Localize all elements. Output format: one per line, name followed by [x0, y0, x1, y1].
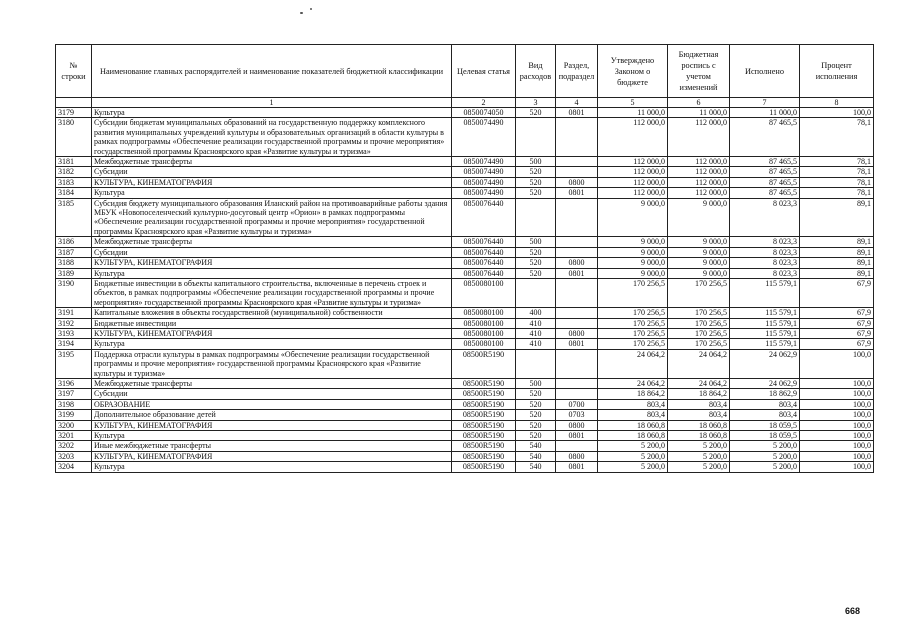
row-budget-list: 24 064,2 [668, 349, 730, 378]
row-number: 3203 [56, 451, 92, 461]
row-section: 0800 [556, 177, 598, 187]
row-section: 0801 [556, 108, 598, 118]
header-row-no: № строки [56, 45, 92, 98]
row-section: 0800 [556, 258, 598, 268]
row-executed: 115 579,1 [730, 328, 800, 338]
row-expense-type: 520 [516, 167, 556, 177]
row-executed: 8 023,3 [730, 198, 800, 237]
row-executed: 803,4 [730, 399, 800, 409]
row-approved: 112 000,0 [598, 188, 668, 198]
row-approved: 803,4 [598, 399, 668, 409]
row-target-article: 0850080100 [452, 339, 516, 349]
table-row [56, 237, 874, 247]
row-section [556, 118, 598, 157]
row-section [556, 247, 598, 257]
table-row [56, 420, 874, 430]
row-number: 3202 [56, 441, 92, 451]
column-number-row [56, 98, 874, 108]
row-number: 3187 [56, 247, 92, 257]
row-target-article: 0850076440 [452, 258, 516, 268]
row-name: КУЛЬТУРА, КИНЕМАТОГРАФИЯ [92, 328, 452, 338]
row-name: Межбюджетные трансферты [92, 157, 452, 167]
table-row [56, 399, 874, 409]
row-budget-list: 170 256,5 [668, 328, 730, 338]
row-name: Субсидии [92, 167, 452, 177]
row-percent: 89,1 [800, 258, 874, 268]
table-row [56, 198, 874, 237]
row-budget-list: 5 200,0 [668, 451, 730, 461]
row-approved: 11 000,0 [598, 108, 668, 118]
table-row [56, 349, 874, 378]
column-number: 1 [92, 98, 452, 108]
row-budget-list: 803,4 [668, 410, 730, 420]
table-row [56, 389, 874, 399]
table-row [56, 258, 874, 268]
row-number: 3201 [56, 431, 92, 441]
row-section: 0801 [556, 268, 598, 278]
row-number: 3186 [56, 237, 92, 247]
row-number: 3199 [56, 410, 92, 420]
row-target-article: 08500R5190 [452, 389, 516, 399]
row-executed: 803,4 [730, 410, 800, 420]
row-executed: 18 862,9 [730, 389, 800, 399]
row-target-article: 0850076440 [452, 268, 516, 278]
row-name: Субсидии [92, 389, 452, 399]
scan-speck [310, 8, 312, 10]
row-target-article: 0850080100 [452, 278, 516, 307]
row-target-article: 08500R5190 [452, 349, 516, 378]
row-budget-list: 18 060,8 [668, 431, 730, 441]
table-row [56, 167, 874, 177]
row-budget-list: 24 064,2 [668, 378, 730, 388]
row-expense-type: 520 [516, 247, 556, 257]
table-row [56, 451, 874, 461]
row-name: КУЛЬТУРА, КИНЕМАТОГРАФИЯ [92, 177, 452, 187]
row-percent: 100,0 [800, 431, 874, 441]
row-expense-type: 410 [516, 328, 556, 338]
row-percent: 100,0 [800, 108, 874, 118]
row-expense-type: 540 [516, 441, 556, 451]
row-expense-type: 500 [516, 378, 556, 388]
row-target-article: 0850074490 [452, 167, 516, 177]
row-section [556, 318, 598, 328]
row-executed: 87 465,5 [730, 118, 800, 157]
row-expense-type: 520 [516, 399, 556, 409]
row-number: 3195 [56, 349, 92, 378]
row-budget-list: 112 000,0 [668, 167, 730, 177]
row-section: 0801 [556, 431, 598, 441]
row-budget-list: 170 256,5 [668, 339, 730, 349]
row-target-article: 08500R5190 [452, 462, 516, 472]
row-target-article: 0850074490 [452, 188, 516, 198]
row-budget-list: 9 000,0 [668, 258, 730, 268]
row-number: 3200 [56, 420, 92, 430]
table-row [56, 441, 874, 451]
row-budget-list: 112 000,0 [668, 188, 730, 198]
row-approved: 18 864,2 [598, 389, 668, 399]
row-section [556, 389, 598, 399]
row-approved: 5 200,0 [598, 462, 668, 472]
row-budget-list: 9 000,0 [668, 268, 730, 278]
row-budget-list: 9 000,0 [668, 247, 730, 257]
row-percent: 67,9 [800, 308, 874, 318]
row-approved: 9 000,0 [598, 237, 668, 247]
row-percent: 100,0 [800, 451, 874, 461]
header-percent: Процент исполнения [800, 45, 874, 98]
row-number: 3185 [56, 198, 92, 237]
row-section: 0800 [556, 420, 598, 430]
row-percent: 89,1 [800, 198, 874, 237]
row-number: 3180 [56, 118, 92, 157]
row-executed: 87 465,5 [730, 167, 800, 177]
row-number: 3204 [56, 462, 92, 472]
row-name: Бюджетные инвестиции в объекты капитального строительства, включенные в перечень строек и объектов, в рамках подпрограммы «Обеспечение реализации государственной программы и прочие мероприятия» государственной программы Красноярского края «Развитие культуры и туризма» [92, 278, 452, 307]
row-executed: 24 062,9 [730, 349, 800, 378]
row-number: 3188 [56, 258, 92, 268]
row-name: Поддержка отрасли культуры в рамках подпрограммы «Обеспечение реализации государственной программы и прочие мероприятия» государственной программы Красноярского края «Развитие культуры и туризма» [92, 349, 452, 378]
column-number: 6 [668, 98, 730, 108]
row-number: 3194 [56, 339, 92, 349]
row-number: 3183 [56, 177, 92, 187]
row-expense-type: 410 [516, 339, 556, 349]
column-number: 8 [800, 98, 874, 108]
row-executed: 8 023,3 [730, 258, 800, 268]
row-target-article: 08500R5190 [452, 431, 516, 441]
row-percent: 78,1 [800, 188, 874, 198]
row-approved: 9 000,0 [598, 198, 668, 237]
row-budget-list: 112 000,0 [668, 157, 730, 167]
row-percent: 100,0 [800, 410, 874, 420]
row-section [556, 378, 598, 388]
row-budget-list: 112 000,0 [668, 177, 730, 187]
row-name: Субсидии бюджетам муниципальных образований на государственную поддержку комплексного развития муниципальных учреждений культуры и образовательных организаций в области культуры в рамках подпрограммы «Обеспечение реализации государственной программы и прочие мероприятия» государственной программы Красноярского края «Развитие культуры и туризма» [92, 118, 452, 157]
row-expense-type: 400 [516, 308, 556, 318]
row-target-article: 0850074490 [452, 177, 516, 187]
row-section: 0801 [556, 188, 598, 198]
row-section: 0703 [556, 410, 598, 420]
row-number: 3189 [56, 268, 92, 278]
table-row [56, 177, 874, 187]
row-expense-type: 520 [516, 108, 556, 118]
row-number: 3197 [56, 389, 92, 399]
row-budget-list: 9 000,0 [668, 237, 730, 247]
row-executed: 87 465,5 [730, 157, 800, 167]
row-target-article: 08500R5190 [452, 399, 516, 409]
row-approved: 5 200,0 [598, 451, 668, 461]
row-name: ОБРАЗОВАНИЕ [92, 399, 452, 409]
row-expense-type: 520 [516, 177, 556, 187]
row-percent: 100,0 [800, 462, 874, 472]
row-percent: 100,0 [800, 389, 874, 399]
row-name: Межбюджетные трансферты [92, 237, 452, 247]
row-approved: 18 060,8 [598, 420, 668, 430]
row-budget-list: 11 000,0 [668, 108, 730, 118]
row-target-article: 08500R5190 [452, 441, 516, 451]
row-percent: 78,1 [800, 118, 874, 157]
row-section: 0801 [556, 339, 598, 349]
header-expense-type: Вид расходов [516, 45, 556, 98]
row-section: 0700 [556, 399, 598, 409]
row-expense-type [516, 198, 556, 237]
row-budget-list: 112 000,0 [668, 118, 730, 157]
column-number [56, 98, 92, 108]
row-approved: 9 000,0 [598, 258, 668, 268]
row-name: Межбюджетные трансферты [92, 378, 452, 388]
row-budget-list: 170 256,5 [668, 318, 730, 328]
row-target-article: 0850076440 [452, 198, 516, 237]
table-row [56, 318, 874, 328]
row-percent: 78,1 [800, 157, 874, 167]
row-expense-type: 540 [516, 451, 556, 461]
column-number: 7 [730, 98, 800, 108]
header-approved: Утверждено Законом о бюджете [598, 45, 668, 98]
row-expense-type: 540 [516, 462, 556, 472]
row-section: 0800 [556, 328, 598, 338]
row-target-article: 0850076440 [452, 247, 516, 257]
row-approved: 18 060,8 [598, 431, 668, 441]
column-number: 5 [598, 98, 668, 108]
table-row [56, 339, 874, 349]
table-row [56, 278, 874, 307]
row-percent: 67,9 [800, 328, 874, 338]
row-section [556, 349, 598, 378]
row-percent: 100,0 [800, 399, 874, 409]
row-approved: 5 200,0 [598, 441, 668, 451]
row-approved: 170 256,5 [598, 339, 668, 349]
row-name: Культура [92, 108, 452, 118]
row-name: Капитальные вложения в объекты государственной (муниципальной) собственности [92, 308, 452, 318]
row-name: Иные межбюджетные трансферты [92, 441, 452, 451]
row-number: 3191 [56, 308, 92, 318]
row-executed: 8 023,3 [730, 268, 800, 278]
row-section: 0800 [556, 451, 598, 461]
column-number: 3 [516, 98, 556, 108]
row-executed: 18 059,5 [730, 420, 800, 430]
row-section [556, 441, 598, 451]
table-row [56, 308, 874, 318]
row-approved: 170 256,5 [598, 318, 668, 328]
row-percent: 78,1 [800, 167, 874, 177]
row-target-article: 0850076440 [452, 237, 516, 247]
row-target-article: 0850074050 [452, 108, 516, 118]
row-expense-type [516, 278, 556, 307]
row-percent: 89,1 [800, 268, 874, 278]
row-percent: 100,0 [800, 349, 874, 378]
row-executed: 5 200,0 [730, 451, 800, 461]
row-number: 3193 [56, 328, 92, 338]
row-percent: 100,0 [800, 420, 874, 430]
table-row [56, 188, 874, 198]
row-budget-list: 9 000,0 [668, 198, 730, 237]
row-section [556, 157, 598, 167]
row-approved: 170 256,5 [598, 308, 668, 318]
table-row [56, 157, 874, 167]
table-row [56, 108, 874, 118]
row-target-article: 08500R5190 [452, 410, 516, 420]
row-number: 3196 [56, 378, 92, 388]
row-executed: 115 579,1 [730, 318, 800, 328]
row-budget-list: 18 864,2 [668, 389, 730, 399]
scan-speck [300, 12, 303, 14]
row-section [556, 308, 598, 318]
row-executed: 8 023,3 [730, 237, 800, 247]
row-executed: 87 465,5 [730, 177, 800, 187]
row-executed: 8 023,3 [730, 247, 800, 257]
table-row [56, 431, 874, 441]
row-name: КУЛЬТУРА, КИНЕМАТОГРАФИЯ [92, 420, 452, 430]
row-executed: 115 579,1 [730, 308, 800, 318]
row-expense-type: 500 [516, 157, 556, 167]
row-percent: 100,0 [800, 441, 874, 451]
row-name: Культура [92, 339, 452, 349]
row-target-article: 0850080100 [452, 318, 516, 328]
row-section [556, 198, 598, 237]
row-executed: 18 059,5 [730, 431, 800, 441]
row-section [556, 278, 598, 307]
row-target-article: 0850074490 [452, 157, 516, 167]
row-expense-type: 410 [516, 318, 556, 328]
row-name: Дополнительное образование детей [92, 410, 452, 420]
row-name: КУЛЬТУРА, КИНЕМАТОГРАФИЯ [92, 258, 452, 268]
row-name: Субсидии [92, 247, 452, 257]
column-number: 4 [556, 98, 598, 108]
budget-execution-table [55, 44, 874, 473]
row-section [556, 237, 598, 247]
header-target-article: Целевая статья [452, 45, 516, 98]
row-approved: 170 256,5 [598, 278, 668, 307]
row-percent: 67,9 [800, 339, 874, 349]
row-target-article: 0850080100 [452, 308, 516, 318]
row-expense-type: 520 [516, 188, 556, 198]
row-expense-type: 520 [516, 431, 556, 441]
row-percent: 67,9 [800, 318, 874, 328]
row-executed: 24 062,9 [730, 378, 800, 388]
table-row [56, 268, 874, 278]
row-target-article: 08500R5190 [452, 420, 516, 430]
row-name: Культура [92, 188, 452, 198]
row-budget-list: 18 060,8 [668, 420, 730, 430]
header-budget-list: Бюджетная роспись с учетом изменений [668, 45, 730, 98]
row-section: 0801 [556, 462, 598, 472]
row-approved: 112 000,0 [598, 118, 668, 157]
row-target-article: 0850074490 [452, 118, 516, 157]
row-expense-type [516, 349, 556, 378]
row-number: 3179 [56, 108, 92, 118]
table-header-row [56, 45, 874, 98]
row-budget-list: 170 256,5 [668, 278, 730, 307]
row-expense-type [516, 118, 556, 157]
row-expense-type: 520 [516, 410, 556, 420]
row-percent: 89,1 [800, 247, 874, 257]
row-expense-type: 520 [516, 258, 556, 268]
row-target-article: 08500R5190 [452, 451, 516, 461]
row-expense-type: 520 [516, 389, 556, 399]
table-row [56, 462, 874, 472]
row-approved: 112 000,0 [598, 157, 668, 167]
row-number: 3192 [56, 318, 92, 328]
table-row [56, 410, 874, 420]
header-executed: Исполнено [730, 45, 800, 98]
row-executed: 5 200,0 [730, 441, 800, 451]
row-approved: 9 000,0 [598, 247, 668, 257]
row-approved: 24 064,2 [598, 349, 668, 378]
row-number: 3190 [56, 278, 92, 307]
row-number: 3181 [56, 157, 92, 167]
row-budget-list: 803,4 [668, 399, 730, 409]
row-target-article: 08500R5190 [452, 378, 516, 388]
header-name: Наименование главных распорядителей и наименование показателей бюджетной классификации [92, 45, 452, 98]
row-name: Культура [92, 431, 452, 441]
row-budget-list: 5 200,0 [668, 441, 730, 451]
row-percent: 100,0 [800, 378, 874, 388]
row-executed: 11 000,0 [730, 108, 800, 118]
row-percent: 67,9 [800, 278, 874, 307]
row-budget-list: 5 200,0 [668, 462, 730, 472]
row-percent: 89,1 [800, 237, 874, 247]
row-name: Культура [92, 268, 452, 278]
row-name: Бюджетные инвестиции [92, 318, 452, 328]
table-row [56, 378, 874, 388]
row-expense-type: 520 [516, 268, 556, 278]
row-executed: 115 579,1 [730, 339, 800, 349]
row-number: 3198 [56, 399, 92, 409]
row-percent: 78,1 [800, 177, 874, 187]
row-executed: 87 465,5 [730, 188, 800, 198]
row-expense-type: 500 [516, 237, 556, 247]
table-row [56, 247, 874, 257]
row-executed: 115 579,1 [730, 278, 800, 307]
table-row [56, 328, 874, 338]
row-number: 3182 [56, 167, 92, 177]
header-section: Раздел, подраздел [556, 45, 598, 98]
row-target-article: 0850080100 [452, 328, 516, 338]
row-name: Субсидия бюджету муниципального образования Иланский район на противоаварийные работы здания МБУК «Новопоселенческий культурно-досуговый центр «Орион» в рамках подпрограммы «Обеспечение реализации государственной программы и прочие мероприятия» государственной программы Красноярского края «Развитие культуры и туризма» [92, 198, 452, 237]
column-number: 2 [452, 98, 516, 108]
row-approved: 112 000,0 [598, 167, 668, 177]
row-name: Культура [92, 462, 452, 472]
row-name: КУЛЬТУРА, КИНЕМАТОГРАФИЯ [92, 451, 452, 461]
row-approved: 9 000,0 [598, 268, 668, 278]
row-executed: 5 200,0 [730, 462, 800, 472]
page-number: 668 [844, 606, 860, 616]
row-expense-type: 520 [516, 420, 556, 430]
row-approved: 112 000,0 [598, 177, 668, 187]
table-row [56, 118, 874, 157]
row-approved: 170 256,5 [598, 328, 668, 338]
row-section [556, 167, 598, 177]
row-number: 3184 [56, 188, 92, 198]
row-budget-list: 170 256,5 [668, 308, 730, 318]
row-approved: 24 064,2 [598, 378, 668, 388]
row-approved: 803,4 [598, 410, 668, 420]
